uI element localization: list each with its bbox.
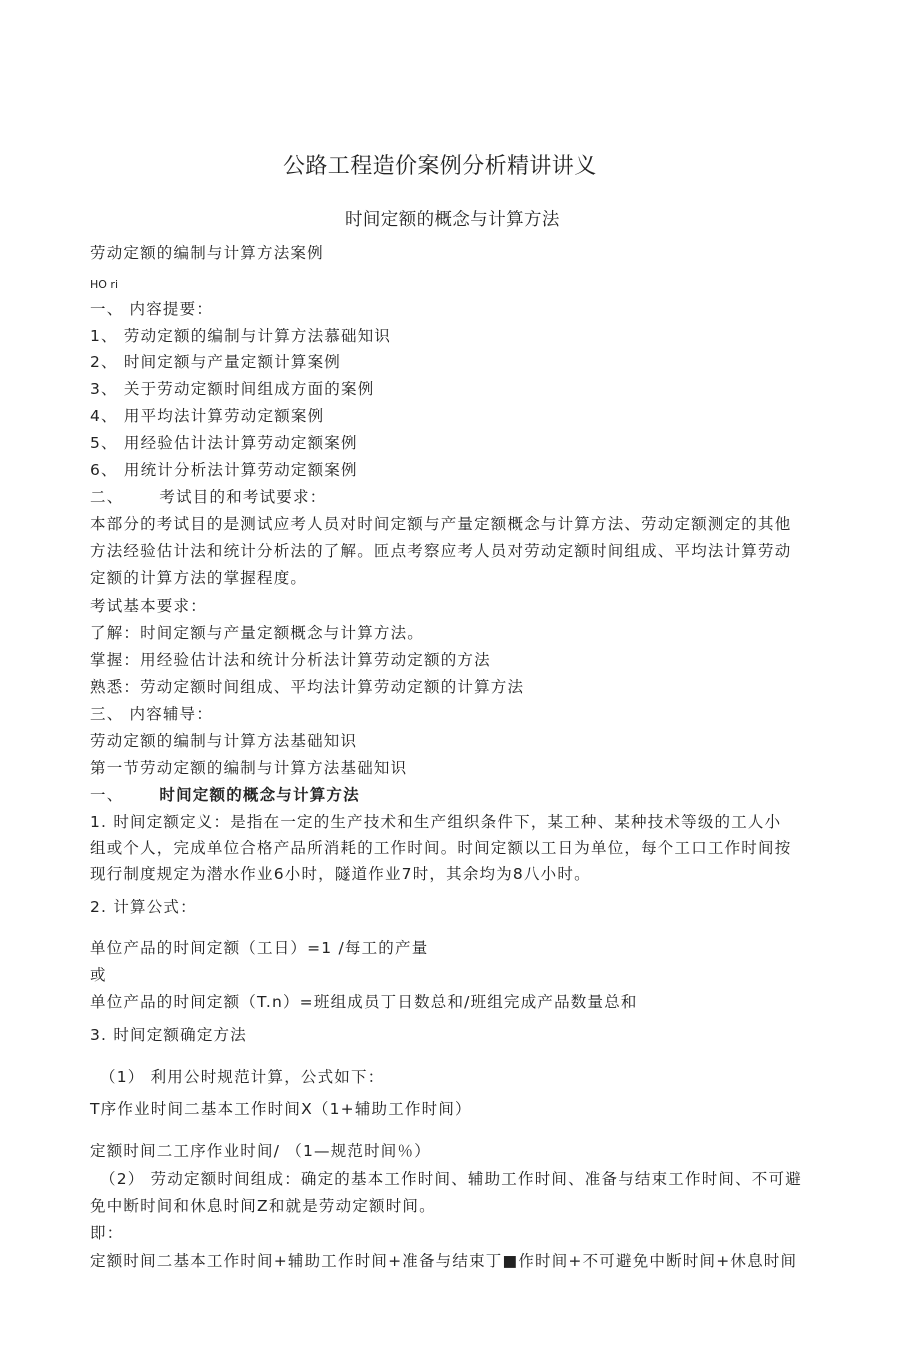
- formula-line: 单位产品的时间定额（T.n）=班组成员丁日数总和/班组完成产品数量总和: [90, 993, 638, 1011]
- text-line: 熟悉：劳动定额时间组成、平均法计算劳动定额的计算方法: [90, 678, 525, 696]
- text-line: 组或个人，完成单位合格产品所消耗的工作时间。时间定额以工日为单位，每个工口工作时间按: [90, 839, 792, 857]
- section-heading: 三、 内容辅导：: [90, 705, 214, 723]
- section-heading-text: 考试目的和考试要求：: [159, 488, 327, 506]
- text-line: （2） 劳动定额时间组成：确定的基本工作时间、辅助工作时间、准备与结束工作时间、不可避: [100, 1170, 802, 1188]
- section-heading: [90, 487, 326, 507]
- text-line: 本部分的考试目的是测试应考人员对时间定额与产量定额概念与计算方法、劳动定额测定的其他: [90, 515, 792, 533]
- text-line: 即：: [90, 1224, 124, 1242]
- text-line: 定额的计算方法的掌握程度。: [90, 569, 308, 587]
- section-number: 二、: [90, 488, 124, 506]
- text-line: 1. 时间定额定义：是指在一定的生产技术和生产组织条件下，某工种、某种技术等级的工人小: [90, 813, 782, 831]
- text-line: 了解：时间定额与产量定额概念与计算方法。: [90, 624, 425, 642]
- section-number: 一、: [90, 786, 124, 804]
- formula-line: 定额时间二工序作业时间/ （1—规范时间％）: [90, 1142, 431, 1160]
- text-line: 现行制度规定为潜水作业6小时，隧道作业7时，其余均为8八小时。: [90, 865, 591, 883]
- text-line: 劳动定额的编制与计算方法案例: [90, 244, 324, 262]
- text-line: （1） 利用公时规范计算，公式如下：: [100, 1068, 385, 1086]
- text-line: 掌握：用经验估计法和统计分析法计算劳动定额的方法: [90, 651, 491, 669]
- text-line: 方法经验估计法和统计分析法的了解。匝点考察应考人员对劳动定额时间组成、平均法计算劳动: [90, 542, 792, 560]
- text-line: 或: [90, 966, 107, 984]
- formula-line: 单位产品的时间定额（工日）=1 /每工的产量: [90, 939, 429, 957]
- list-item: 4、 用平均法计算劳动定额案例: [90, 407, 325, 425]
- text-line: 劳动定额的编制与计算方法基础知识: [90, 732, 358, 750]
- list-item: 3、 关于劳动定额时间组成方面的案例: [90, 380, 375, 398]
- list-item: 2、 时间定额与产量定额计算案例: [90, 353, 341, 371]
- document-subtitle: 时间定额的概念与计算方法: [345, 210, 560, 230]
- text-line: 免中断时间和休息时间Z和就是劳动定额时间。: [90, 1197, 436, 1215]
- text-line: HO ri: [90, 278, 119, 291]
- list-item: 6、 用统计分析法计算劳动定额案例: [90, 461, 358, 479]
- text-line: 考试基本要求：: [90, 597, 207, 615]
- list-item: 1、 劳动定额的编制与计算方法慕础知识: [90, 327, 392, 345]
- text-line: 第一节劳动定额的编制与计算方法基础知识: [90, 759, 408, 777]
- text-line: 3. 时间定额确定方法: [90, 1026, 247, 1044]
- list-item: 5、 用经验估计法计算劳动定额案例: [90, 434, 358, 452]
- formula-line: 定额时间二基本工作时间+辅助工作时间+准备与结束丁■作时间+不可避免中断时间+休息时间: [90, 1252, 798, 1270]
- section-heading: [90, 785, 360, 805]
- text-line: 2. 计算公式：: [90, 898, 197, 916]
- document-title: 公路工程造价案例分析精讲讲义: [283, 154, 597, 179]
- formula-line: T序作业时间二基本工作时间X（1+辅助工作时间）: [90, 1100, 472, 1118]
- section-heading-text: 时间定额的概念与计算方法: [159, 786, 360, 804]
- section-heading: 一、 内容提要：: [90, 300, 214, 318]
